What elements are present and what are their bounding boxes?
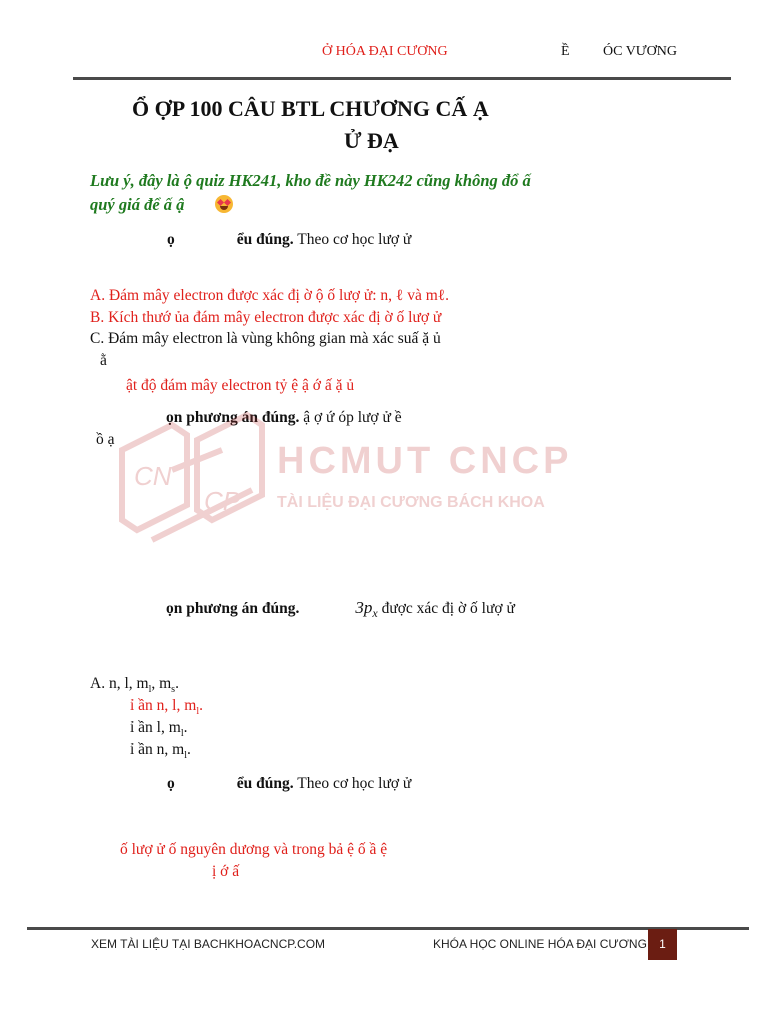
q2-stem-bold: ọn phương án đúng. xyxy=(166,409,300,426)
q4-answer-line1: ố lượ ử ố nguyên dương và trong bả ệ ố ầ ệ xyxy=(120,841,388,858)
header-divider xyxy=(73,77,731,80)
q1-stem xyxy=(167,231,411,249)
q3-option-b-text: ỉ ần n, l, m xyxy=(130,697,197,714)
header-mid: Ề xyxy=(561,44,570,59)
note-line2-text: quý giá để ấ ậ xyxy=(90,195,185,214)
q1-option-c-cont: ằ xyxy=(100,352,107,369)
q4-stem-bold: ểu đúng. xyxy=(236,775,294,792)
header-author: ÓC VƯƠNG xyxy=(603,44,677,59)
q4-stem-text: Theo cơ học lượ ử xyxy=(293,775,412,792)
q1-stem-bold: ểu đúng. xyxy=(236,231,294,248)
q3-stem-text: được xác đị ờ ố lượ ử xyxy=(377,600,515,617)
footer-course-name: KHÓA HỌC ONLINE HÓA ĐẠI CƯƠNG xyxy=(433,937,647,951)
watermark-title: HCMUT CNCP xyxy=(277,440,573,482)
q3-option-a-text: A. n, l, m xyxy=(90,675,149,692)
q1-option-a: A. Đám mây electron được xác đị ờ ộ ố lượ ử: n, ℓ và mℓ. xyxy=(90,287,450,304)
watermark-subtitle: TÀI LIỆU ĐẠI CƯƠNG BÁCH KHOA xyxy=(277,494,545,511)
page-number: 1 xyxy=(648,929,677,960)
q1-option-d: ật độ đám mây electron tỷ ệ ậ ớ ấ ặ ủ xyxy=(126,377,355,394)
footer-divider xyxy=(27,927,749,930)
q3-stem-math-sub: x xyxy=(372,606,378,621)
page-title-line2: Ử ĐẠ xyxy=(344,128,399,153)
q3-stem-bold: ọn phương án đúng. xyxy=(166,600,300,617)
q3-option-d-end: . xyxy=(187,741,191,758)
footer-website-link[interactable]: XEM TÀI LIỆU TẠI BACHKHOACNCP.COM xyxy=(91,937,326,951)
watermark-logo-icon xyxy=(112,410,272,560)
q3-option-a xyxy=(90,675,179,695)
q1-option-c: C. Đám mây electron là vùng không gian mà xác suấ ặ ủ xyxy=(90,330,441,347)
q3-option-c-end: . xyxy=(183,719,188,736)
q4-stem-prefix: ọ xyxy=(167,775,175,792)
q3-option-d xyxy=(130,741,191,761)
q3-option-a-sub1: l xyxy=(148,684,152,696)
watermark xyxy=(112,410,592,560)
q1-stem-prefix: ọ xyxy=(167,231,175,248)
q3-option-c-text: ỉ ần l, m xyxy=(130,719,181,736)
header-course-title: Ở HÓA ĐẠI CƯƠNG xyxy=(322,44,448,59)
watermark-logo-cp: CP xyxy=(204,486,241,516)
q3-option-c xyxy=(130,719,187,739)
q2-stem-cont: ồ ạ xyxy=(96,431,115,448)
q3-stem-math: 3p xyxy=(355,598,373,617)
q1-option-b: B. Kích thướ ủa đám mây electron được xác đị ờ ố lượ ử xyxy=(90,309,442,326)
q3-option-a-mid: , m xyxy=(151,675,172,692)
q3-option-b-end: . xyxy=(199,697,203,714)
q4-stem xyxy=(167,775,411,793)
page-title-line1: Ổ ỢP 100 CÂU BTL CHƯƠNG CẤ Ạ xyxy=(132,96,489,121)
q1-stem-text: Theo cơ học lượ ử xyxy=(293,231,412,248)
heart-eyes-emoji-icon xyxy=(215,195,233,213)
q4-answer-line2: ị ớ ấ xyxy=(212,863,240,880)
note-line2 xyxy=(90,195,233,215)
q3-option-c-sub: l xyxy=(180,728,184,740)
q2-stem-text: ậ ợ ứ óp lượ ử ề xyxy=(299,409,402,426)
q3-option-a-end: . xyxy=(175,675,179,692)
watermark-logo-cn: CN xyxy=(134,461,172,491)
q3-option-a-sub2: s xyxy=(171,684,176,696)
q3-option-b-sub: l xyxy=(196,706,200,718)
q3-stem xyxy=(166,598,515,621)
q3-option-d-text: ỉ ần n, m xyxy=(130,741,185,758)
q3-option-d-sub: l xyxy=(184,750,188,762)
note-line1: Lưu ý, đây là ộ quiz HK241, kho đề này HK242 cũng không đổ ấ xyxy=(90,171,531,190)
q3-option-b xyxy=(130,697,203,717)
